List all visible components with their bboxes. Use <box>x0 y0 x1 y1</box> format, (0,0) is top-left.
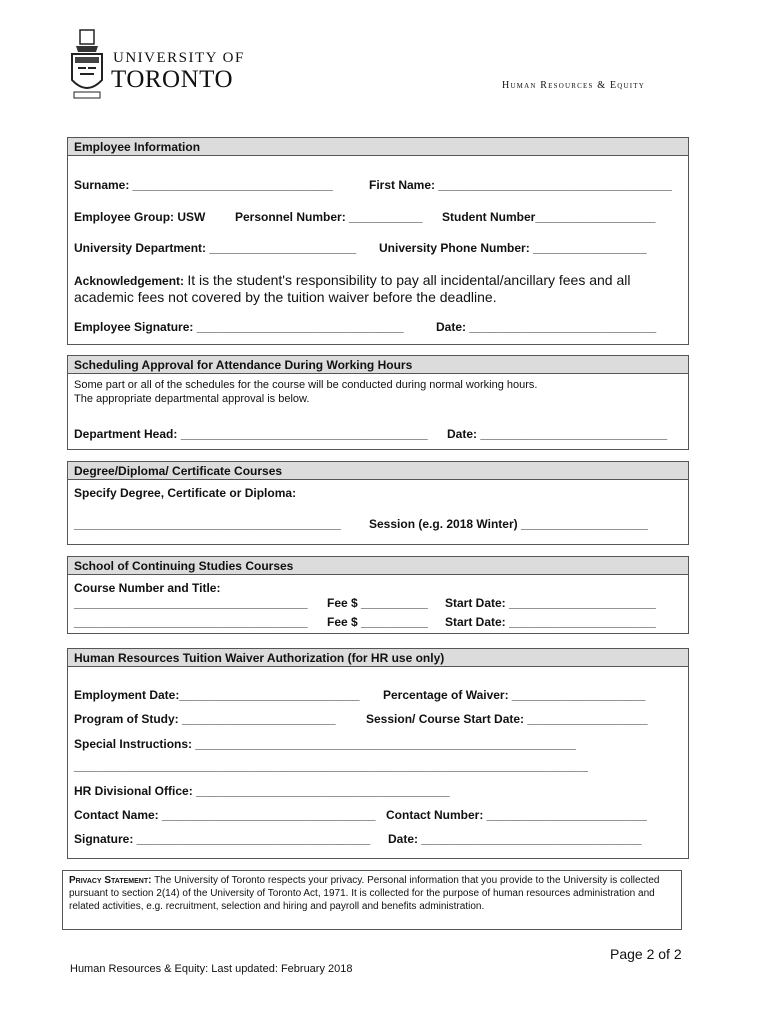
scheduling-text-line1: Some part or all of the schedules for the course will be conducted during normal working hours. <box>74 379 538 391</box>
session-start-date-field[interactable]: Session/ Course Start Date: __________________ <box>366 712 648 726</box>
university-name-line1: UNIVERSITY OF <box>113 50 245 66</box>
footer-text: Human Resources & Equity: Last updated: February 2018 <box>70 963 353 975</box>
acknowledgement-text-line1: It is the student's responsibility to pay all incidental/ancillary fees and all <box>187 272 631 288</box>
hr-divisional-office-field[interactable]: HR Divisional Office: ______________________________________ <box>74 784 450 798</box>
personnel-number-field[interactable]: Personnel Number: ___________ <box>235 210 423 224</box>
course-fee-field[interactable]: Fee $ __________ <box>327 596 428 610</box>
university-department-field[interactable]: University Department: ______________________ <box>74 241 357 255</box>
course-title-field[interactable]: ___________________________________ <box>74 615 308 629</box>
scheduling-text-line2: The appropriate departmental approval is below. <box>74 393 310 405</box>
degree-section <box>67 461 689 545</box>
privacy-statement-label: Privacy Statement: <box>69 875 152 886</box>
scheduling-section <box>67 355 689 450</box>
university-crest-icon <box>66 28 108 102</box>
university-name-line2: TORONTO <box>111 66 234 93</box>
surname-field[interactable]: Surname: ______________________________ <box>74 178 333 192</box>
course-fee-field[interactable]: Fee $ __________ <box>327 615 428 629</box>
degree-session-field[interactable]: Session (e.g. 2018 Winter) ___________________ <box>369 517 648 531</box>
employee-date-field[interactable]: Date: ____________________________ <box>436 320 657 334</box>
contact-number-field[interactable]: Contact Number: ________________________ <box>386 808 647 822</box>
section-heading: Human Resources Tuition Waiver Authorization (for HR use only) <box>68 649 688 667</box>
employee-group-field: Employee Group: USW <box>74 210 206 224</box>
hr-date-field[interactable]: Date: _________________________________ <box>388 832 642 846</box>
privacy-statement <box>62 870 682 930</box>
hr-authorization-section <box>67 648 689 859</box>
specify-degree-label: Specify Degree, Certificate or Diploma: <box>74 486 297 500</box>
employee-info-section <box>67 137 689 345</box>
course-title-field[interactable]: ___________________________________ <box>74 596 308 610</box>
degree-name-field[interactable]: ________________________________________ <box>74 517 341 531</box>
student-number-field[interactable]: Student Number__________________ <box>442 210 656 224</box>
section-heading: Scheduling Approval for Attendance During Working Hours <box>68 356 688 374</box>
section-heading: Employee Information <box>68 138 688 156</box>
department-head-date-field[interactable]: Date: ____________________________ <box>447 427 668 441</box>
contact-name-field[interactable]: Contact Name: ________________________________ <box>74 808 376 822</box>
section-heading: School of Continuing Studies Courses <box>68 557 688 575</box>
special-instructions-field[interactable]: Special Instructions: _________________________________________________________ <box>74 737 576 751</box>
waiver-percentage-field[interactable]: Percentage of Waiver: ____________________ <box>383 688 646 702</box>
department-head-field[interactable]: Department Head: _____________________________________ <box>74 427 428 441</box>
university-phone-field[interactable]: University Phone Number: _________________ <box>379 241 647 255</box>
employee-signature-field[interactable]: Employee Signature: _______________________________ <box>74 320 404 334</box>
privacy-statement-text: The University of Toronto respects your privacy. Personal information that you provide to the University is collected pursuant to section 2(14) of the University of Toronto Act, 1971. It is collected for the purpose of human resources administration and related activities, e.g. recruitment, selection and hiring and payroll and benefits administration. <box>69 875 660 912</box>
special-instructions-continued[interactable]: _____________________________________________________________________________ <box>74 759 588 773</box>
acknowledgement-label: Acknowledgement: <box>74 274 185 288</box>
course-number-label: Course Number and Title: <box>74 581 221 595</box>
course-start-date-field[interactable]: Start Date: ______________________ <box>445 596 656 610</box>
page-number: Page 2 of 2 <box>610 946 682 962</box>
acknowledgement-text-line2: academic fees not covered by the tuition waiver before the deadline. <box>74 289 497 305</box>
department-name: Human Resources & Equity <box>502 80 646 91</box>
continuing-studies-section <box>67 556 689 634</box>
section-heading: Degree/Diploma/ Certificate Courses <box>68 462 688 480</box>
hr-signature-field[interactable]: Signature: ___________________________________ <box>74 832 371 846</box>
course-start-date-field[interactable]: Start Date: ______________________ <box>445 615 656 629</box>
employment-date-field[interactable]: Employment Date:___________________________ <box>74 688 360 702</box>
program-of-study-field[interactable]: Program of Study: _______________________ <box>74 712 336 726</box>
first-name-field[interactable]: First Name: ___________________________________ <box>369 178 672 192</box>
acknowledgement <box>74 272 631 288</box>
university-logo <box>66 28 276 104</box>
